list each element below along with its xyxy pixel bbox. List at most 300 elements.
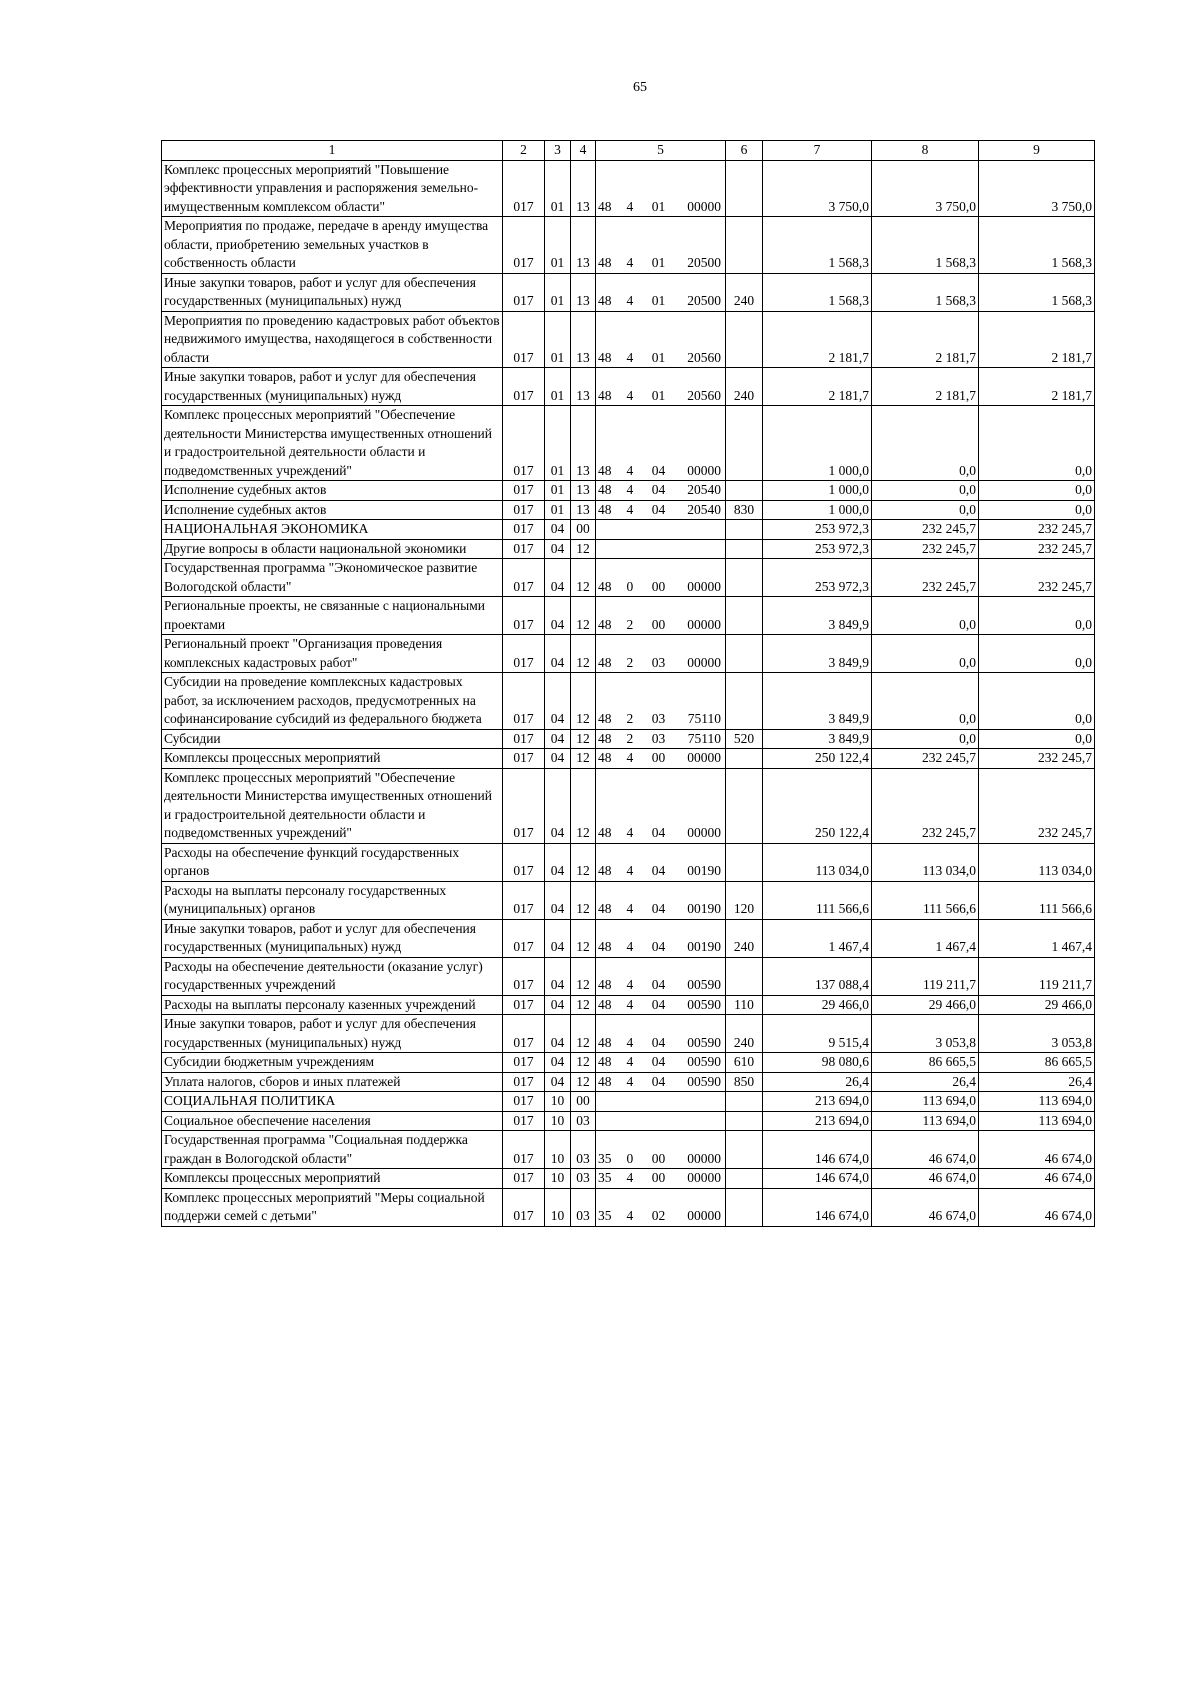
row-section-code: 04: [545, 881, 571, 919]
row-section-code: 01: [545, 500, 571, 520]
row-expense-type: [726, 1111, 763, 1131]
row-direction-code: 00190: [674, 881, 726, 919]
table-row: [162, 539, 1095, 559]
row-event-code: 03: [644, 673, 674, 730]
row-program-code: 48: [596, 597, 621, 635]
row-amount-col9: 46 674,0: [979, 1131, 1095, 1169]
row-name: Субсидии: [162, 729, 503, 749]
row-amount-col9: 232 245,7: [979, 768, 1095, 843]
row-expense-type: [726, 1188, 763, 1226]
row-event-code: 00: [644, 1169, 674, 1189]
table-row: [162, 729, 1095, 749]
row-subprogram-code: 4: [621, 919, 644, 957]
row-expense-type: [726, 539, 763, 559]
row-direction-code: 00000: [674, 749, 726, 769]
row-subsection-code: 12: [571, 995, 596, 1015]
row-section-code: 01: [545, 217, 571, 274]
row-program-code: 48: [596, 368, 621, 406]
row-subprogram-code: 4: [621, 273, 644, 311]
row-expense-type: [726, 217, 763, 274]
table-row: [162, 843, 1095, 881]
row-amount-col7: 146 674,0: [763, 1169, 872, 1189]
row-program-code: 35: [596, 1169, 621, 1189]
row-direction-code: [674, 1111, 726, 1131]
row-subprogram-code: 4: [621, 481, 644, 501]
row-subprogram-code: [621, 520, 644, 540]
row-amount-col7: 1 467,4: [763, 919, 872, 957]
row-name: Исполнение судебных актов: [162, 481, 503, 501]
row-program-code: 48: [596, 1015, 621, 1053]
row-name: Региональный проект "Организация проведения комплексных кадастровых работ": [162, 635, 503, 673]
row-subsection-code: 13: [571, 273, 596, 311]
row-subprogram-code: 4: [621, 1072, 644, 1092]
row-amount-col9: 111 566,6: [979, 881, 1095, 919]
row-ministry-code: 017: [503, 500, 545, 520]
row-subprogram-code: 4: [621, 500, 644, 520]
row-ministry-code: 017: [503, 406, 545, 481]
row-program-code: 48: [596, 768, 621, 843]
table-row: [162, 1131, 1095, 1169]
row-ministry-code: 017: [503, 995, 545, 1015]
row-section-code: 04: [545, 768, 571, 843]
row-program-code: 48: [596, 160, 621, 217]
row-ministry-code: 017: [503, 1053, 545, 1073]
table-row: [162, 597, 1095, 635]
row-ministry-code: 017: [503, 539, 545, 559]
row-event-code: 04: [644, 1015, 674, 1053]
header-cell: 5: [596, 141, 726, 161]
row-amount-col8: 1 467,4: [872, 919, 979, 957]
table-row: [162, 1072, 1095, 1092]
row-amount-col8: 46 674,0: [872, 1169, 979, 1189]
row-subsection-code: 13: [571, 368, 596, 406]
row-name: Комплекс процессных мероприятий "Обеспечение деятельности Министерства имущественных отношений и градостроительной деятельности области и подведомственных учреждений": [162, 768, 503, 843]
row-expense-type: 110: [726, 995, 763, 1015]
row-ministry-code: 017: [503, 1092, 545, 1112]
row-direction-code: 20500: [674, 273, 726, 311]
row-expense-type: [726, 957, 763, 995]
row-subsection-code: 03: [571, 1188, 596, 1226]
row-name: Региональные проекты, не связанные с национальными проектами: [162, 597, 503, 635]
row-name: Мероприятия по продаже, передаче в аренду имущества области, приобретению земельных участков в собственность области: [162, 217, 503, 274]
row-section-code: 04: [545, 957, 571, 995]
table-row: [162, 217, 1095, 274]
row-ministry-code: 017: [503, 1072, 545, 1092]
row-name: СОЦИАЛЬНАЯ ПОЛИТИКА: [162, 1092, 503, 1112]
row-amount-col8: 46 674,0: [872, 1188, 979, 1226]
row-direction-code: 00590: [674, 1072, 726, 1092]
row-amount-col7: 26,4: [763, 1072, 872, 1092]
row-program-code: 48: [596, 635, 621, 673]
row-direction-code: 20540: [674, 481, 726, 501]
row-amount-col7: 1 568,3: [763, 273, 872, 311]
row-name: Государственная программа "Экономическое развитие Вологодской области": [162, 559, 503, 597]
row-amount-col8: 2 181,7: [872, 311, 979, 368]
header-cell: 7: [763, 141, 872, 161]
row-amount-col7: 250 122,4: [763, 768, 872, 843]
row-amount-col9: 1 467,4: [979, 919, 1095, 957]
row-subprogram-code: 0: [621, 1131, 644, 1169]
row-subsection-code: 12: [571, 597, 596, 635]
row-subsection-code: 13: [571, 500, 596, 520]
row-event-code: 04: [644, 406, 674, 481]
row-section-code: 10: [545, 1188, 571, 1226]
row-program-code: 48: [596, 729, 621, 749]
row-subprogram-code: 2: [621, 673, 644, 730]
row-ministry-code: 017: [503, 160, 545, 217]
row-subsection-code: 12: [571, 559, 596, 597]
row-direction-code: 00190: [674, 843, 726, 881]
row-amount-col7: 1 000,0: [763, 481, 872, 501]
row-event-code: 02: [644, 1188, 674, 1226]
row-ministry-code: 017: [503, 368, 545, 406]
row-event-code: 04: [644, 919, 674, 957]
row-subprogram-code: 0: [621, 559, 644, 597]
row-subprogram-code: 4: [621, 957, 644, 995]
row-direction-code: [674, 539, 726, 559]
row-section-code: 04: [545, 635, 571, 673]
row-amount-col7: 146 674,0: [763, 1188, 872, 1226]
row-event-code: 00: [644, 749, 674, 769]
row-ministry-code: 017: [503, 768, 545, 843]
row-program-code: [596, 1092, 621, 1112]
row-expense-type: 120: [726, 881, 763, 919]
row-subsection-code: 12: [571, 1015, 596, 1053]
row-name: Субсидии бюджетным учреждениям: [162, 1053, 503, 1073]
row-amount-col9: 113 694,0: [979, 1092, 1095, 1112]
row-amount-col8: 232 245,7: [872, 539, 979, 559]
row-subprogram-code: 4: [621, 995, 644, 1015]
row-ministry-code: 017: [503, 217, 545, 274]
row-subprogram-code: 4: [621, 160, 644, 217]
row-subprogram-code: [621, 1092, 644, 1112]
row-subsection-code: 12: [571, 1072, 596, 1092]
row-program-code: 48: [596, 406, 621, 481]
row-name: Расходы на обеспечение функций государственных органов: [162, 843, 503, 881]
row-amount-col9: 2 181,7: [979, 311, 1095, 368]
row-program-code: 48: [596, 749, 621, 769]
row-amount-col9: 1 568,3: [979, 273, 1095, 311]
row-amount-col8: 0,0: [872, 635, 979, 673]
row-ministry-code: 017: [503, 273, 545, 311]
row-expense-type: [726, 597, 763, 635]
row-direction-code: 00000: [674, 635, 726, 673]
row-event-code: 04: [644, 881, 674, 919]
row-amount-col9: 46 674,0: [979, 1188, 1095, 1226]
row-amount-col9: 3 750,0: [979, 160, 1095, 217]
row-program-code: 48: [596, 995, 621, 1015]
row-section-code: 04: [545, 559, 571, 597]
row-expense-type: [726, 1131, 763, 1169]
row-section-code: 01: [545, 481, 571, 501]
row-expense-type: [726, 843, 763, 881]
row-event-code: 04: [644, 843, 674, 881]
table-row: [162, 768, 1095, 843]
row-event-code: [644, 1111, 674, 1131]
row-ministry-code: 017: [503, 1111, 545, 1131]
row-program-code: 48: [596, 273, 621, 311]
header-cell: 9: [979, 141, 1095, 161]
row-amount-col9: 86 665,5: [979, 1053, 1095, 1073]
row-subsection-code: 12: [571, 768, 596, 843]
table-row: [162, 368, 1095, 406]
row-amount-col7: 253 972,3: [763, 539, 872, 559]
row-amount-col9: 232 245,7: [979, 539, 1095, 559]
row-program-code: [596, 1111, 621, 1131]
table-row: [162, 1015, 1095, 1053]
row-amount-col8: 232 245,7: [872, 768, 979, 843]
row-amount-col7: 3 849,9: [763, 597, 872, 635]
row-program-code: 48: [596, 500, 621, 520]
row-amount-col7: 137 088,4: [763, 957, 872, 995]
table-row: [162, 673, 1095, 730]
row-amount-col7: 3 849,9: [763, 635, 872, 673]
row-subsection-code: 12: [571, 729, 596, 749]
row-ministry-code: 017: [503, 311, 545, 368]
row-expense-type: [726, 311, 763, 368]
row-direction-code: 20560: [674, 311, 726, 368]
row-program-code: 35: [596, 1131, 621, 1169]
row-direction-code: 00590: [674, 1053, 726, 1073]
header-cell: 4: [571, 141, 596, 161]
row-subprogram-code: [621, 539, 644, 559]
row-ministry-code: 017: [503, 520, 545, 540]
row-name: Комплекс процессных мероприятий "Повышение эффективности управления и распоряжения земельно-имущественным комплексом области": [162, 160, 503, 217]
row-event-code: 04: [644, 500, 674, 520]
table-row: [162, 1188, 1095, 1226]
row-section-code: 04: [545, 1072, 571, 1092]
row-section-code: 10: [545, 1169, 571, 1189]
row-subprogram-code: 4: [621, 217, 644, 274]
row-event-code: 00: [644, 559, 674, 597]
row-expense-type: 830: [726, 500, 763, 520]
table-body: [162, 160, 1095, 1226]
row-amount-col7: 1 568,3: [763, 217, 872, 274]
row-direction-code: 00000: [674, 559, 726, 597]
table-row: [162, 919, 1095, 957]
row-amount-col7: 3 849,9: [763, 673, 872, 730]
row-subprogram-code: 4: [621, 1169, 644, 1189]
row-section-code: 04: [545, 919, 571, 957]
page-number: 65: [633, 80, 647, 95]
table-row: [162, 749, 1095, 769]
row-section-code: 04: [545, 539, 571, 559]
row-ministry-code: 017: [503, 919, 545, 957]
row-amount-col9: 232 245,7: [979, 559, 1095, 597]
table-row: [162, 273, 1095, 311]
row-amount-col8: 29 466,0: [872, 995, 979, 1015]
row-subsection-code: 13: [571, 406, 596, 481]
row-amount-col9: 0,0: [979, 635, 1095, 673]
row-amount-col9: 113 694,0: [979, 1111, 1095, 1131]
row-subprogram-code: 4: [621, 368, 644, 406]
row-amount-col9: 46 674,0: [979, 1169, 1095, 1189]
row-amount-col7: 3 750,0: [763, 160, 872, 217]
row-amount-col8: 1 568,3: [872, 273, 979, 311]
row-name: Комплексы процессных мероприятий: [162, 749, 503, 769]
row-section-code: 10: [545, 1092, 571, 1112]
table-row: [162, 1111, 1095, 1131]
budget-table: [161, 140, 1095, 1227]
row-direction-code: 75110: [674, 673, 726, 730]
table-row: [162, 160, 1095, 217]
row-amount-col9: 119 211,7: [979, 957, 1095, 995]
row-subprogram-code: 4: [621, 749, 644, 769]
row-subsection-code: 12: [571, 881, 596, 919]
row-ministry-code: 017: [503, 1169, 545, 1189]
row-subsection-code: 12: [571, 919, 596, 957]
row-name: НАЦИОНАЛЬНАЯ ЭКОНОМИКА: [162, 520, 503, 540]
row-program-code: 48: [596, 1072, 621, 1092]
row-expense-type: 240: [726, 368, 763, 406]
table-row: [162, 995, 1095, 1015]
row-amount-col7: 253 972,3: [763, 520, 872, 540]
row-name: Комплексы процессных мероприятий: [162, 1169, 503, 1189]
row-subprogram-code: 4: [621, 768, 644, 843]
row-event-code: 01: [644, 217, 674, 274]
row-section-code: 04: [545, 749, 571, 769]
row-amount-col9: 29 466,0: [979, 995, 1095, 1015]
row-subprogram-code: 4: [621, 311, 644, 368]
row-amount-col7: 9 515,4: [763, 1015, 872, 1053]
row-subsection-code: 12: [571, 1053, 596, 1073]
row-program-code: 48: [596, 481, 621, 501]
row-event-code: [644, 520, 674, 540]
row-subsection-code: 03: [571, 1111, 596, 1131]
row-amount-col7: 213 694,0: [763, 1111, 872, 1131]
row-section-code: 04: [545, 520, 571, 540]
row-amount-col9: 1 568,3: [979, 217, 1095, 274]
row-amount-col8: 0,0: [872, 406, 979, 481]
row-amount-col8: 0,0: [872, 481, 979, 501]
row-event-code: 01: [644, 311, 674, 368]
row-amount-col7: 2 181,7: [763, 311, 872, 368]
row-amount-col9: 2 181,7: [979, 368, 1095, 406]
row-direction-code: 20540: [674, 500, 726, 520]
header-cell: 2: [503, 141, 545, 161]
row-expense-type: [726, 749, 763, 769]
row-section-code: 04: [545, 1015, 571, 1053]
row-section-code: 04: [545, 597, 571, 635]
row-amount-col8: 1 568,3: [872, 217, 979, 274]
row-subsection-code: 12: [571, 957, 596, 995]
row-direction-code: 00000: [674, 1131, 726, 1169]
row-subprogram-code: 2: [621, 597, 644, 635]
table-header-row: [162, 141, 1095, 161]
row-direction-code: 00190: [674, 919, 726, 957]
row-ministry-code: 017: [503, 597, 545, 635]
row-event-code: [644, 539, 674, 559]
row-name: Другие вопросы в области национальной экономики: [162, 539, 503, 559]
row-amount-col8: 113 694,0: [872, 1111, 979, 1131]
header-cell: 8: [872, 141, 979, 161]
row-subsection-code: 12: [571, 673, 596, 730]
row-amount-col7: 29 466,0: [763, 995, 872, 1015]
row-direction-code: 00590: [674, 957, 726, 995]
row-expense-type: 240: [726, 1015, 763, 1053]
row-amount-col8: 232 245,7: [872, 749, 979, 769]
row-direction-code: 20560: [674, 368, 726, 406]
row-subsection-code: 13: [571, 217, 596, 274]
row-name: Иные закупки товаров, работ и услуг для обеспечения государственных (муниципальных) нужд: [162, 919, 503, 957]
row-program-code: 48: [596, 881, 621, 919]
row-expense-type: 240: [726, 919, 763, 957]
row-subsection-code: 12: [571, 635, 596, 673]
row-name: Государственная программа "Социальная поддержка граждан в Вологодской области": [162, 1131, 503, 1169]
row-direction-code: 00590: [674, 1015, 726, 1053]
row-direction-code: 00000: [674, 768, 726, 843]
row-amount-col7: 253 972,3: [763, 559, 872, 597]
row-amount-col9: 0,0: [979, 597, 1095, 635]
row-ministry-code: 017: [503, 729, 545, 749]
row-direction-code: 00000: [674, 597, 726, 635]
row-name: Исполнение судебных актов: [162, 500, 503, 520]
row-name: Расходы на выплаты персоналу казенных учреждений: [162, 995, 503, 1015]
row-subsection-code: 13: [571, 311, 596, 368]
row-event-code: 01: [644, 368, 674, 406]
row-program-code: [596, 539, 621, 559]
row-expense-type: [726, 559, 763, 597]
row-subsection-code: 13: [571, 160, 596, 217]
row-ministry-code: 017: [503, 1015, 545, 1053]
header-cell: 6: [726, 141, 763, 161]
row-section-code: 04: [545, 995, 571, 1015]
table-row: [162, 1169, 1095, 1189]
header-cell: 1: [162, 141, 503, 161]
table-row: [162, 481, 1095, 501]
row-section-code: 04: [545, 673, 571, 730]
row-amount-col7: 2 181,7: [763, 368, 872, 406]
row-subsection-code: 12: [571, 843, 596, 881]
row-amount-col8: 113 694,0: [872, 1092, 979, 1112]
row-event-code: 04: [644, 1072, 674, 1092]
row-program-code: 48: [596, 311, 621, 368]
row-direction-code: 00000: [674, 1169, 726, 1189]
row-expense-type: [726, 768, 763, 843]
row-amount-col9: 0,0: [979, 481, 1095, 501]
row-event-code: 04: [644, 995, 674, 1015]
row-direction-code: 00590: [674, 995, 726, 1015]
row-event-code: 01: [644, 273, 674, 311]
row-direction-code: 00000: [674, 406, 726, 481]
row-subsection-code: 12: [571, 749, 596, 769]
row-amount-col8: 46 674,0: [872, 1131, 979, 1169]
row-amount-col8: 0,0: [872, 500, 979, 520]
row-amount-col9: 113 034,0: [979, 843, 1095, 881]
row-expense-type: [726, 1092, 763, 1112]
row-subprogram-code: 2: [621, 729, 644, 749]
row-subprogram-code: 2: [621, 635, 644, 673]
row-amount-col9: 232 245,7: [979, 749, 1095, 769]
row-ministry-code: 017: [503, 881, 545, 919]
row-name: Социальное обеспечение населения: [162, 1111, 503, 1131]
row-expense-type: [726, 160, 763, 217]
row-amount-col9: 0,0: [979, 500, 1095, 520]
row-event-code: 04: [644, 768, 674, 843]
row-subprogram-code: 4: [621, 406, 644, 481]
row-subsection-code: 13: [571, 481, 596, 501]
row-section-code: 01: [545, 311, 571, 368]
row-program-code: 48: [596, 1053, 621, 1073]
row-name: Иные закупки товаров, работ и услуг для обеспечения государственных (муниципальных) нужд: [162, 1015, 503, 1053]
row-amount-col7: 250 122,4: [763, 749, 872, 769]
row-amount-col7: 1 000,0: [763, 500, 872, 520]
row-name: Иные закупки товаров, работ и услуг для обеспечения государственных (муниципальных) нужд: [162, 368, 503, 406]
row-subsection-code: 03: [571, 1169, 596, 1189]
row-name: Расходы на выплаты персоналу государственных (муниципальных) органов: [162, 881, 503, 919]
row-amount-col8: 26,4: [872, 1072, 979, 1092]
row-event-code: 04: [644, 957, 674, 995]
